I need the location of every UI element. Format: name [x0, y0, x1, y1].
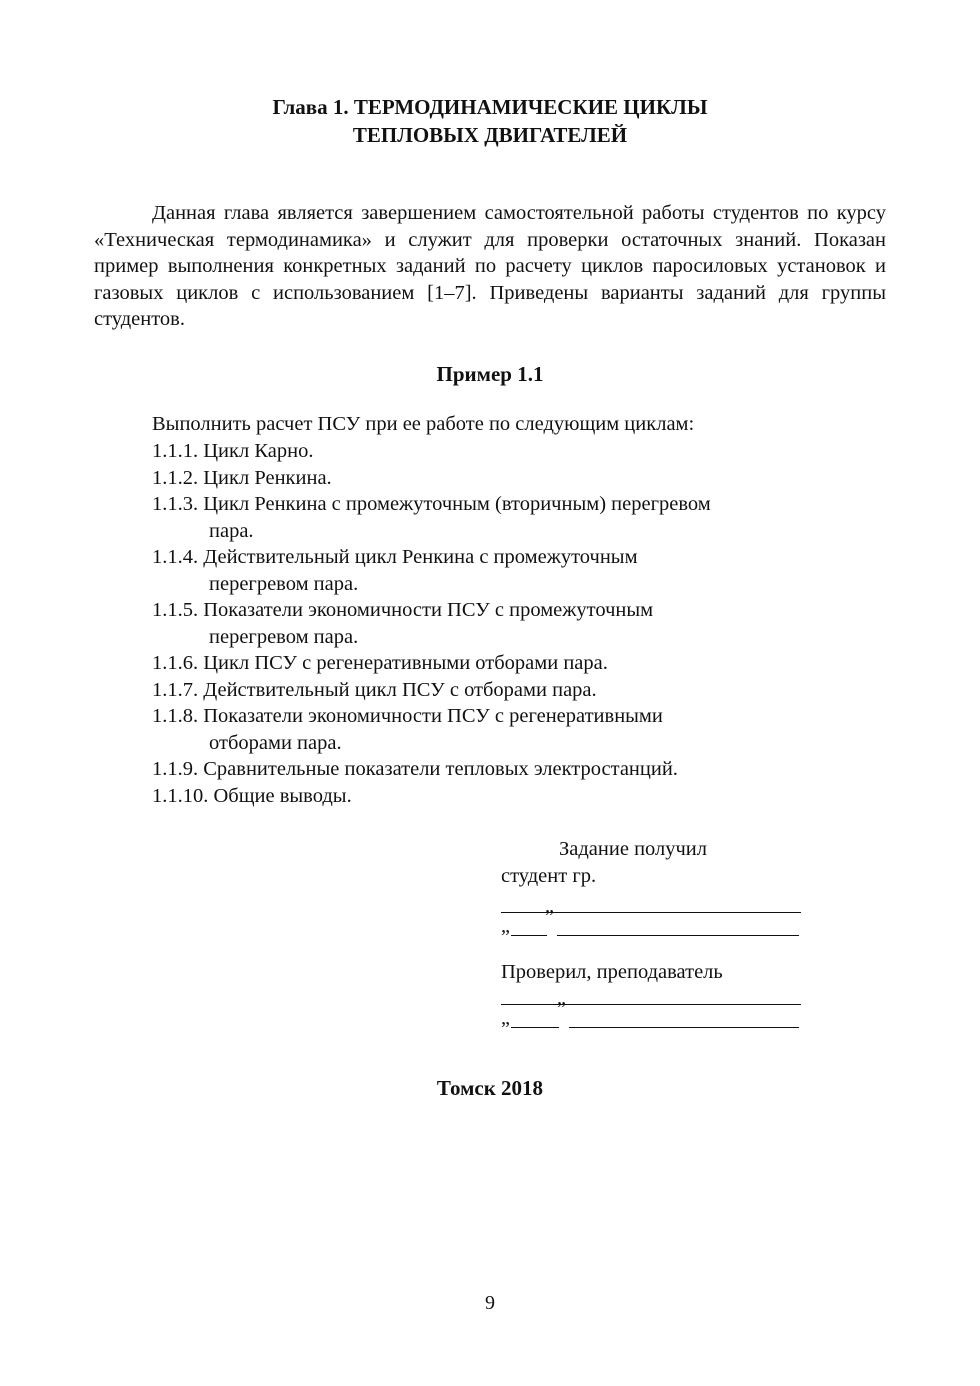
- list-item-text: 1.1.7. Действительный цикл ПСУ с отборами пара.: [152, 678, 597, 701]
- task-intro: Выполнить расчет ПСУ при ее работе по следующим циклам:: [152, 413, 695, 435]
- list-item: [152, 677, 852, 704]
- list-item-text: 1.1.6. Цикл ПСУ с регенеративными отборами пара.: [152, 652, 608, 674]
- list-item-text: 1.1.2. Цикл Ренкина.: [152, 466, 332, 489]
- list-item-text: 1.1.1. Цикл Карно.: [152, 440, 314, 462]
- month-underline: [569, 1027, 799, 1028]
- list-item-text: 1.1.3. Цикл Ренкина с промежуточным (вторичным) перегревом: [152, 493, 711, 515]
- example-heading: Пример 1.1: [436, 362, 544, 386]
- list-item: [152, 756, 852, 783]
- chapter-title: [0, 93, 980, 149]
- page-number: 9: [485, 1292, 495, 1314]
- close-quote: ”: [545, 906, 554, 928]
- list-item-continuation: перегревом пара.: [209, 625, 359, 648]
- list-item: [152, 438, 852, 465]
- list-item: [152, 703, 852, 756]
- day-underline: [511, 1027, 559, 1028]
- list-item-text: 1.1.9. Сравнительные показатели тепловых электростанций.: [152, 758, 678, 780]
- month-underline: [557, 935, 799, 936]
- day-underline: [511, 935, 547, 936]
- list-item-text: 1.1.8. Показатели экономичности ПСУ с регенеративными: [152, 705, 663, 727]
- list-item-continuation: пара.: [209, 519, 254, 542]
- list-item: [152, 465, 852, 492]
- signature-block: [501, 836, 801, 1031]
- intro-paragraph: Данная глава является завершением самостоятельной работы студентов по курсу «Техническая термодинамика» и служит для проверки остаточных знаний. Показан пример выполнения конкретных заданий по расчету циклов паросиловых установок и газовых циклов с использованием [1–7]. Приведены варианты заданий для группы студентов.: [94, 202, 886, 330]
- list-item: [152, 597, 852, 650]
- list-item: [152, 783, 852, 810]
- student-label: студент гр.: [501, 864, 597, 887]
- list-item: [152, 544, 852, 597]
- list-item: [152, 491, 852, 544]
- checked-label: Проверил, преподаватель: [501, 961, 723, 983]
- teacher-date-line: [501, 997, 801, 1031]
- open-quote: „: [501, 1006, 510, 1029]
- received-label: Задание получил: [559, 838, 708, 860]
- list-item-continuation: отборами пара.: [209, 731, 342, 754]
- open-quote: „: [501, 915, 510, 937]
- task-list: [152, 438, 852, 809]
- list-item-continuation: перегревом пара.: [209, 572, 359, 595]
- chapter-title-line-2: ТЕПЛОВЫХ ДВИГАТЕЛЕЙ: [352, 123, 628, 147]
- close-quote: ”: [557, 997, 566, 1020]
- list-item-text: 1.1.10. Общие выводы.: [152, 784, 352, 807]
- list-item: [152, 650, 852, 677]
- student-date-line: [501, 906, 801, 939]
- chapter-title-line-1: Глава 1. ТЕРМОДИНАМИЧЕСКИЕ ЦИКЛЫ: [272, 95, 708, 119]
- list-item-text: 1.1.4. Действительный цикл Ренкина с промежуточным: [152, 546, 638, 568]
- list-item-text: 1.1.5. Показатели экономичности ПСУ с промежуточным: [152, 599, 654, 621]
- city-year: Томск 2018: [436, 1076, 544, 1100]
